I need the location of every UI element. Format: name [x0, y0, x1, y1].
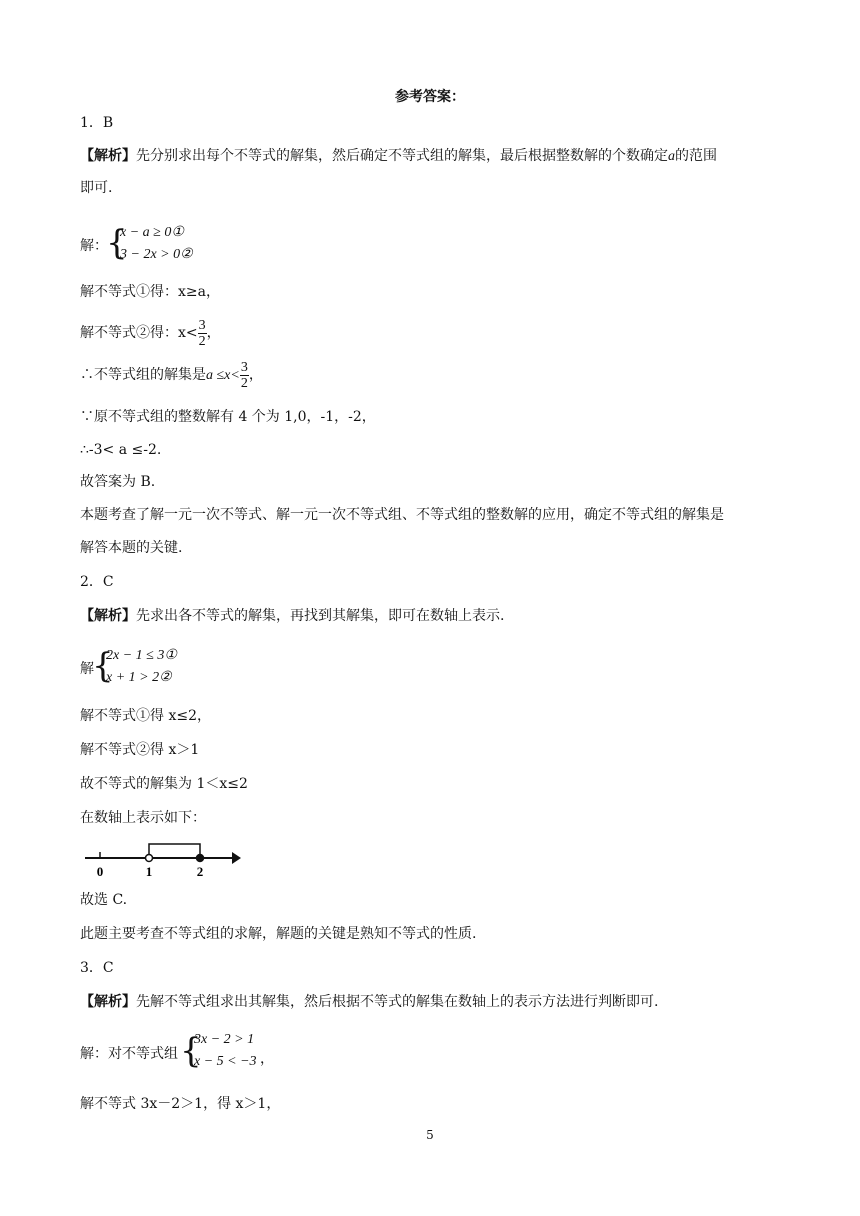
page-number: 5 [426, 1128, 434, 1142]
solution-label: 解： [80, 238, 108, 254]
q1-step-5: ∴-3< a ≤-2. [80, 442, 162, 458]
fraction: $\frac{3}{2}$ [240, 359, 248, 391]
system-row-1: x − a ≥ 0① [120, 225, 184, 240]
page-title: 参考答案： [395, 89, 465, 105]
system-row-2: x + 1 > 2② [106, 670, 172, 685]
q2-summary: 此题主要考查不等式组的求解，解题的关键是熟知不等式的性质. [80, 926, 477, 942]
closed-point-2 [197, 855, 204, 862]
arrow-icon [232, 852, 241, 864]
solution-interval [149, 844, 200, 858]
q2-step-3: 故不等式的解集为 1＜x≤2 [80, 776, 248, 792]
brace-icon: { [92, 646, 114, 686]
q1-summary-cont: 解答本题的关键. [80, 540, 183, 556]
system-row-2: x − 5 < −3 [194, 1054, 257, 1069]
q2-step-2: 解不等式②得 x＞1 [80, 742, 200, 758]
q1-analysis: 【解析】先分别求出每个不等式的解集，然后确定不等式组的解集，最后根据整数解的个数确定a的范围 [80, 148, 717, 164]
number-line-diagram [82, 838, 242, 880]
system-row-1: 3x − 2 > 1 [194, 1032, 255, 1047]
q1-step-3: ∴不等式组的解集是a ≤x< $\frac{3}{2}$ ， [80, 359, 263, 391]
q1-step-2: 解不等式②得：x< $\frac{3}{2}$ ， [80, 317, 221, 349]
q2-answer: 2．C [80, 574, 114, 590]
q2-step-5: 故选 C. [80, 892, 128, 908]
analysis-tag: 【解析】 [80, 608, 136, 624]
axis-label-0: 0 [96, 864, 104, 879]
q3-step-1: 解不等式 3x－2＞1，得 x＞1， [80, 1096, 281, 1112]
system-row-2: 3 − 2x > 0② [120, 247, 193, 262]
solution-label: 解 [80, 661, 94, 677]
q1-inequality-system [80, 222, 280, 268]
brace-icon: { [106, 223, 128, 263]
q2-step-4: 在数轴上表示如下： [80, 810, 206, 826]
q1-step-4: ∵原不等式组的整数解有 4 个为 1,0，-1，-2， [80, 409, 376, 425]
brace-icon: { [180, 1031, 202, 1071]
axis-label-1: 1 [145, 864, 153, 879]
solution-label: 解：对不等式组 [80, 1046, 178, 1062]
axis-label-2: 2 [196, 864, 204, 879]
analysis-tag: 【解析】 [80, 148, 136, 164]
q1-analysis-cont: 即可. [80, 180, 113, 196]
q1-answer: 1．B [80, 115, 114, 131]
q1-step-1: 解不等式①得：x≥a， [80, 284, 220, 300]
q3-analysis: 【解析】先解不等式组求出其解集，然后根据不等式的解集在数轴上的表示方法进行判断即可. [80, 994, 659, 1010]
q2-inequality-system [80, 645, 280, 691]
q3-inequality-system: 解：对不等式组 { 3x − 2 > 1 x − 5 < −3 ， [80, 1031, 274, 1071]
q2-analysis: 【解析】先求出各不等式的解集，再找到其解集，即可在数轴上表示. [80, 608, 505, 624]
fraction: $\frac{3}{2}$ [198, 317, 206, 349]
q1-summary: 本题考查了解一元一次不等式、解一元一次不等式组、不等式组的整数解的应用，确定不等式组的解集是 [80, 507, 724, 523]
open-point-1 [146, 855, 153, 862]
analysis-tag: 【解析】 [80, 994, 136, 1010]
system-row-1: 2x − 1 ≤ 3① [106, 648, 177, 663]
q2-step-1: 解不等式①得 x≤2， [80, 708, 211, 724]
q1-step-6: 故答案为 B. [80, 474, 156, 490]
q3-answer: 3．C [80, 960, 114, 976]
